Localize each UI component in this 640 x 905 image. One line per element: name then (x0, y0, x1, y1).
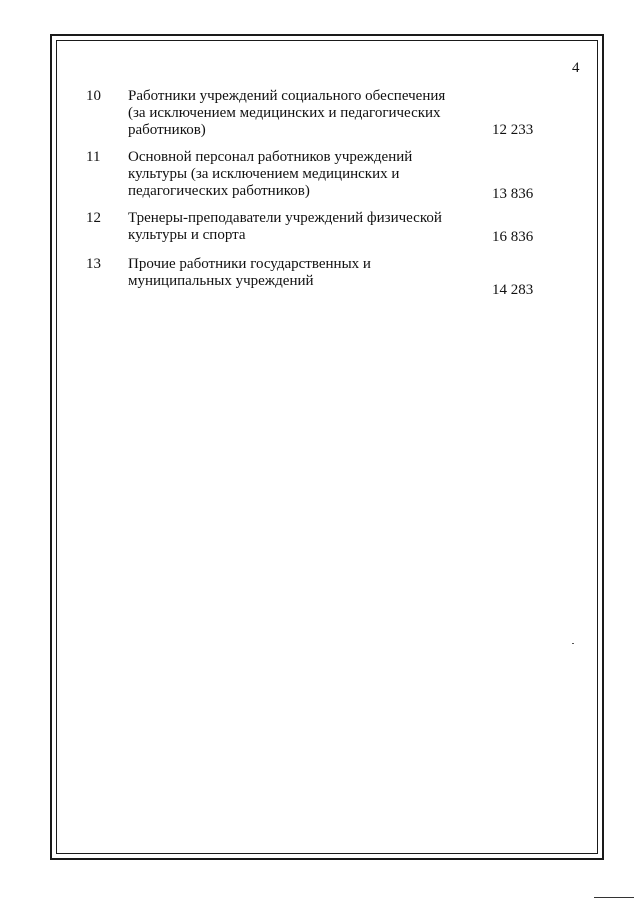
scan-edge-line (594, 897, 634, 898)
row-description-line: педагогических работников) (128, 183, 310, 199)
row-number: 13 (86, 256, 101, 272)
row-description (128, 88, 468, 139)
row-description (128, 256, 468, 290)
row-description-line: Тренеры-преподаватели учреждений физической (128, 210, 442, 226)
row-description-line: работников) (128, 122, 206, 138)
row-description-line: Работники учреждений социального обеспечения (128, 88, 446, 104)
row-description-line: муниципальных учреждений (128, 273, 314, 289)
scan-speck (572, 643, 574, 644)
row-value: 13 836 (492, 186, 534, 202)
row-value: 16 836 (492, 229, 534, 245)
row-description-line: культуры (за исключением медицинских и (128, 166, 400, 182)
page-number: 4 (572, 60, 580, 76)
row-description-line: Основной персонал работников учреждений (128, 149, 413, 165)
row-value: 12 233 (492, 122, 534, 138)
row-number: 12 (86, 210, 101, 226)
row-number: 10 (86, 88, 101, 104)
row-description (128, 210, 468, 244)
row-description-line: Прочие работники государственных и (128, 256, 371, 272)
row-description-line: (за исключением медицинских и педагогических (128, 105, 441, 121)
row-description-line: культуры и спорта (128, 227, 246, 243)
row-description (128, 149, 468, 200)
row-number: 11 (86, 149, 101, 165)
row-value: 14 283 (492, 282, 534, 298)
